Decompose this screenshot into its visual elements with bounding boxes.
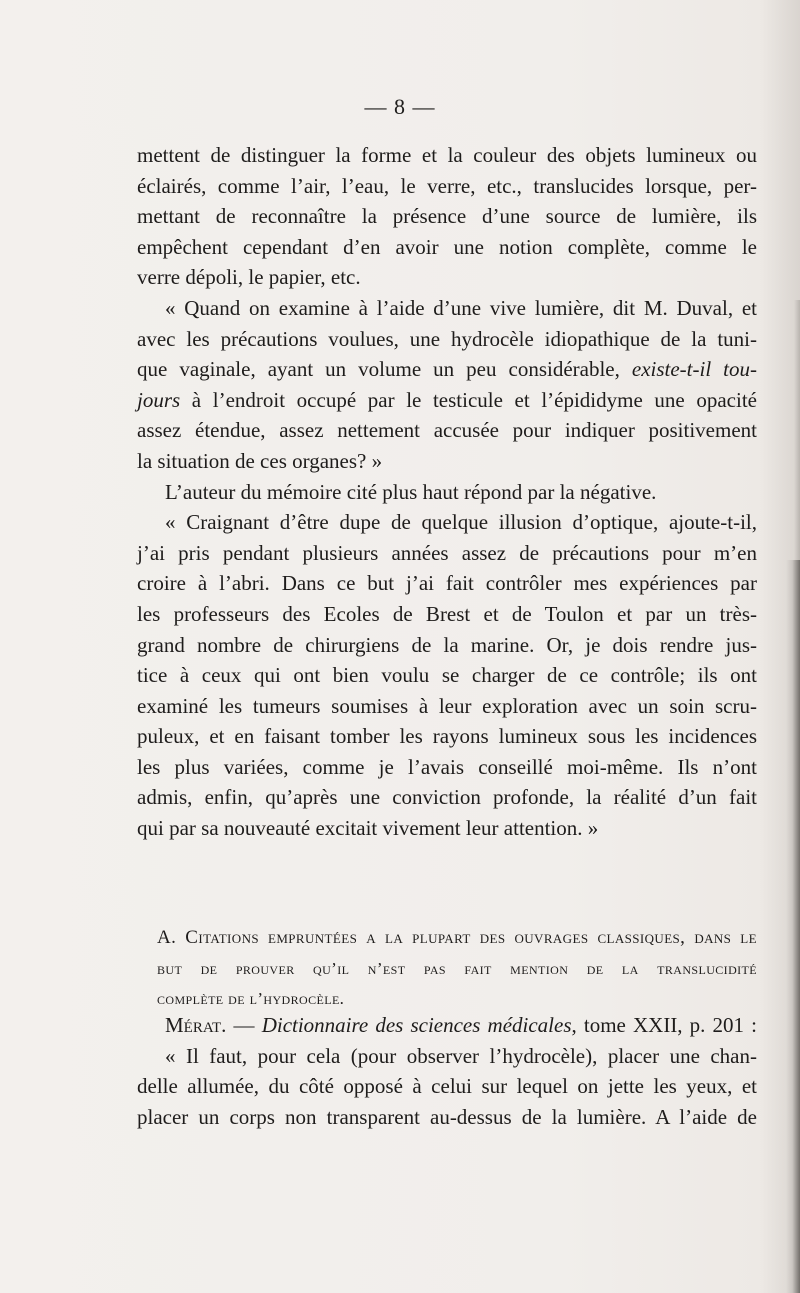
emphasis-text: existe-t-il tou- [631, 357, 757, 382]
text-line: mettent de distinguer la forme et la couleur des objets lumineux ou [137, 143, 757, 167]
quote-line: qui par sa nouveauté excitait vivement leur attention. » [137, 816, 599, 841]
text-line: empêchent cependant d’en avoir une notion complète, comme le [137, 234, 757, 259]
citation-header-line [137, 1010, 757, 1041]
section-heading-line: complète de l’hydrocèle. [157, 989, 345, 1008]
quote-line: les professeurs des Ecoles de Brest et de Toulon et par un très- [137, 601, 757, 626]
citation-work-title: Dictionnaire des sciences médicales [261, 1013, 572, 1037]
text-line: mettant de reconnaître la présence d’une source de lumière, ils [137, 204, 757, 229]
quote-line [137, 385, 757, 416]
page-edge-shadow [786, 560, 800, 1293]
text-line: verre dépoli, le papier, etc. [137, 265, 361, 290]
quote-line: croire à l’abri. Dans ce but j’ai fait contrôler mes expériences par [137, 571, 757, 596]
citation-line: placer un corps non transparent au-dessus de la lumière. A l’aide de [137, 1104, 757, 1129]
quote-line [137, 354, 757, 385]
quote-line: admis, enfin, qu’après une conviction profonde, la réalité d’un fait [137, 785, 757, 810]
quote-line: puleux, et en faisant tomber les rayons lumineux sous les incidences [137, 724, 757, 749]
emphasis-text: jours [137, 387, 181, 412]
quote-line: avec les précautions voulues, une hydrocèle idiopathique de la tuni- [137, 326, 757, 351]
quote-text: à l’endroit occupé par le testicule et l’épididyme une opacité [180, 387, 757, 412]
quote-line: la situation de ces organes? » [137, 448, 383, 473]
main-text-block [137, 140, 757, 844]
section-heading-line: but de prouver qu’il n’est pas fait mention de la translucidité [157, 958, 757, 978]
page-edge-shadow-upper [794, 300, 800, 560]
section-heading [137, 923, 757, 1015]
quote-line: « Craignant d’être dupe de quelque illusion d’optique, ajoute-t-il, [165, 510, 757, 535]
citation-block [137, 1010, 757, 1132]
text-line: éclairés, comme l’air, l’eau, le verre, etc., translucides lorsque, per- [137, 173, 757, 198]
text-line: L’auteur du mémoire cité plus haut répond par la négative. [165, 479, 657, 504]
quote-line: assez étendue, assez nettement accusée pour indiquer positivement [137, 418, 757, 443]
quote-line: examiné les tumeurs soumises à leur exploration avec un soin scru- [137, 693, 757, 718]
quote-line: j’ai pris pendant plusieurs années assez de précautions pour m’en [137, 540, 757, 565]
quote-line: « Quand on examine à l’aide d’une vive lumière, dit M. Duval, et [165, 295, 757, 320]
quote-line: tice à ceux qui ont bien voulu se charger de ce contrôle; ils ont [137, 663, 757, 688]
quote-text: que vaginale, ayant un volume un peu considérable, [137, 357, 632, 382]
citation-line: delle allumée, du côté opposé à celui sur lequel on jette les yeux, et [137, 1074, 757, 1099]
section-heading-line: A. Citations empruntées a la plupart des ouvrages classiques, dans le [157, 927, 757, 948]
quote-line: grand nombre de chirurgiens de la marine. Or, je dois rendre jus- [137, 632, 757, 657]
citation-reference: , tome XXII, p. 201 : [571, 1013, 758, 1037]
citation-dash: — [226, 1013, 262, 1037]
citation-author: Mérat. [165, 1013, 227, 1037]
page-number: — 8 — [364, 94, 436, 119]
quote-line: les plus variées, comme je l’avais conseillé moi-même. Ils n’ont [137, 754, 757, 779]
citation-line: « Il faut, pour cela (pour observer l’hydrocèle), placer une chan- [165, 1043, 757, 1068]
